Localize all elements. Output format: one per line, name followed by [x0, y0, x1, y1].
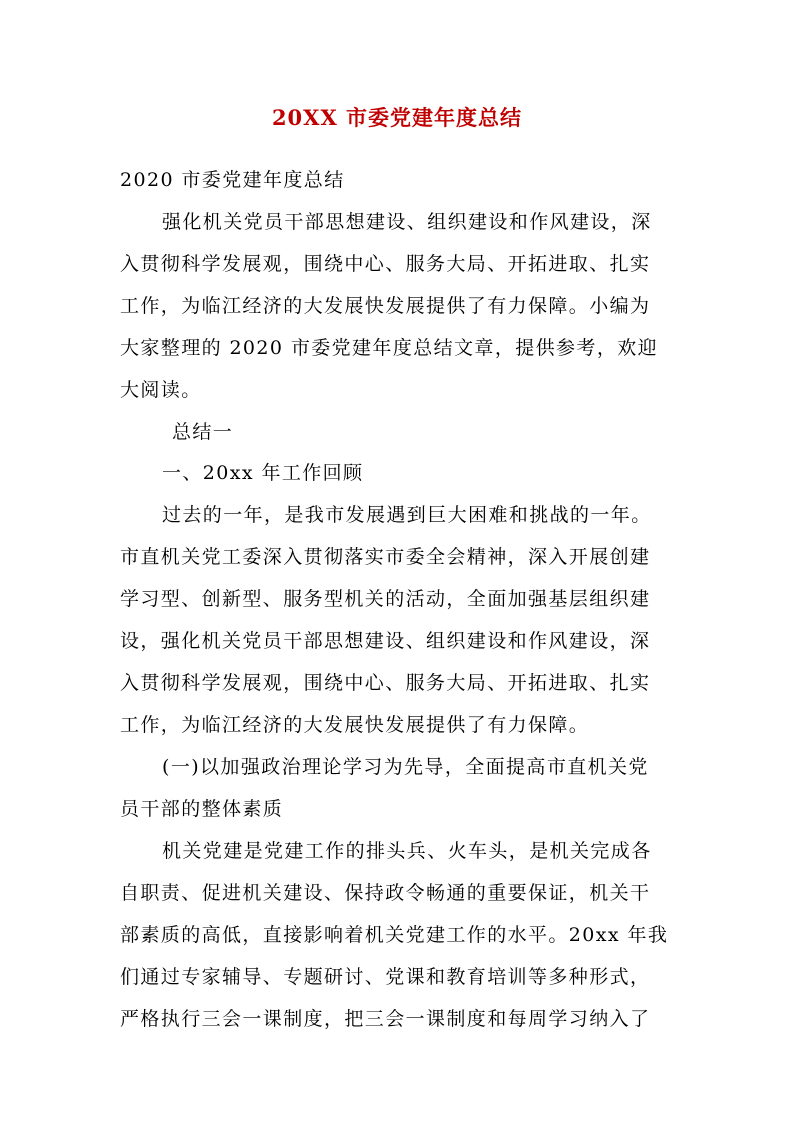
subsection-heading: 员干部的整体素质 [120, 798, 284, 820]
body-line: 入贯彻科学发展观，围绕中心、服务大局、开拓进取、扎实 [120, 253, 651, 275]
subtitle-line: 2020 市委党建年度总结 [120, 169, 345, 191]
body-line: 强化机关党员干部思想建设、组织建设和作风建设，深 [162, 211, 652, 233]
body-line: 严格执行三会一课制度，把三会一课制度和每周学习纳入了 [120, 1008, 651, 1030]
body-line: 自职责、促进机关建设、保持政令畅通的重要保证，机关干 [120, 882, 651, 904]
body-line: 工作，为临江经济的大发展快发展提供了有力保障。小编为 [120, 295, 651, 317]
body-line: 工作，为临江经济的大发展快发展提供了有力保障。 [120, 714, 590, 736]
body-line: 入贯彻科学发展观，围绕中心、服务大局、开拓进取、扎实 [120, 672, 651, 694]
body-line: 部素质的高低，直接影响着机关党建工作的水平。20xx 年我 [120, 924, 669, 946]
body-line: 学习型、创新型、服务型机关的活动，全面加强基层组织建 [120, 588, 651, 610]
subsection-heading: (一)以加强政治理论学习为先导，全面提高市直机关党 [162, 756, 649, 778]
document-title: 20XX 市委党建年度总结 [271, 105, 523, 130]
body-line: 大家整理的 2020 市委党建年度总结文章，提供参考，欢迎 [120, 337, 659, 359]
body-line: 们通过专家辅导、专题研讨、党课和教育培训等多种形式， [120, 966, 651, 988]
section-heading: 总结一 [172, 421, 234, 443]
body-line: 大阅读。 [120, 379, 202, 401]
body-line: 设，强化机关党员干部思想建设、组织建设和作风建设，深 [120, 630, 651, 652]
section-heading: 一、20xx 年工作回顾 [162, 462, 364, 484]
body-line: 市直机关党工委深入贯彻落实市委全会精神，深入开展创建 [120, 546, 651, 568]
body-line: 机关党建是党建工作的排头兵、火车头，是机关完成各 [162, 840, 652, 862]
body-line: 过去的一年，是我市发展遇到巨大困难和挑战的一年。 [162, 504, 652, 526]
